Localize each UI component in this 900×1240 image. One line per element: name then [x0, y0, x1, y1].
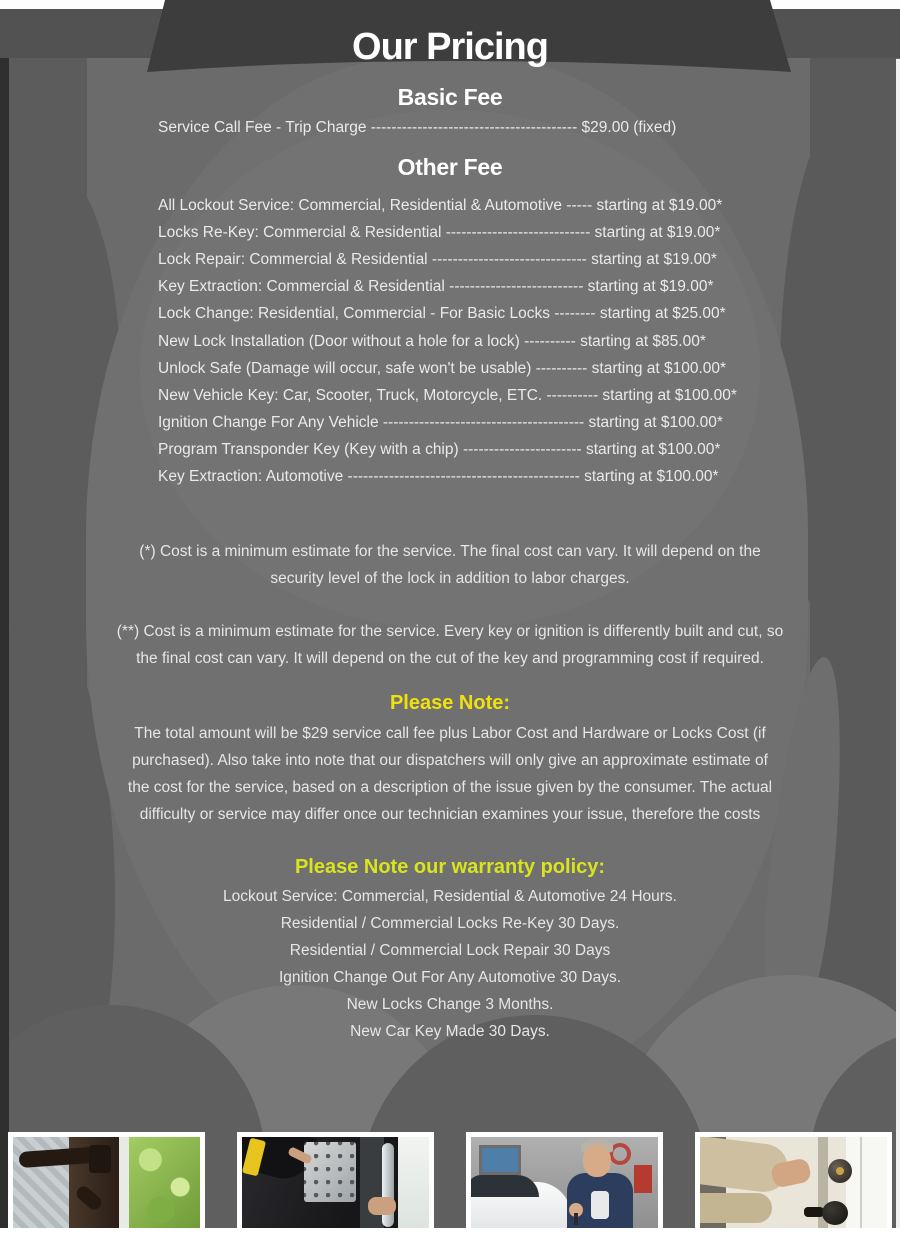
deadbolt-scene: [700, 1137, 887, 1228]
brass-cylinder: [836, 1167, 844, 1175]
door-handle-window-photo: [8, 1132, 205, 1228]
price-row: All Lockout Service: Commercial, Residential & Automotive ----- starting at $19.00*: [158, 197, 723, 214]
please-note-line: The total amount will be $29 service call fee plus Labor Cost and Hardware or Locks Cost (if: [134, 725, 766, 742]
knob-stem: [804, 1207, 824, 1217]
price-row: New Lock Installation (Door without a hole for a lock) ---------- starting at $85.00*: [158, 333, 706, 350]
please-note-line: purchased). Also take into note that our dispatchers will only give an approximate estimate of: [132, 752, 768, 769]
hand-on-handle: [368, 1197, 396, 1215]
window-frame-edge: [119, 1137, 129, 1228]
white-tshirt: [591, 1191, 609, 1219]
basic-fee-heading: Basic Fee: [397, 84, 503, 110]
price-row: Key Extraction: Automotive --------------------------------------------- starting at $100.00*: [158, 468, 719, 485]
warranty-line: New Car Key Made 30 Days.: [350, 1023, 550, 1040]
other-fee-heading: Other Fee: [397, 154, 503, 180]
khaki-forearm: [700, 1193, 772, 1223]
warranty-line: Residential / Commercial Lock Repair 30 Days: [289, 942, 611, 959]
bg-left-edge-strip: [0, 9, 9, 1228]
car-key: [574, 1213, 578, 1225]
handle-backplate: [89, 1145, 111, 1173]
please-note-line: the cost for the service, based on a description of the issue given by the consumer. The actual: [127, 779, 773, 796]
price-row: Locks Re-Key: Commercial & Residential ---------------------------- starting at $19.00*: [158, 224, 721, 241]
footnote-double-star-line: the final cost can vary. It will depend on the cut of the key and programming cost if required.: [136, 650, 764, 667]
please-note-line: difficulty or service may differ once our technician examines your issue, therefore the costs: [139, 806, 761, 823]
garage-window: [479, 1145, 521, 1175]
garden-bokeh: [129, 1137, 200, 1228]
mechanic-face: [583, 1145, 611, 1177]
footnote-star-line: security level of the lock in addition to labor charges.: [270, 570, 630, 587]
please-note-heading: Please Note:: [389, 692, 511, 714]
price-row: Unlock Safe (Damage will occur, safe won't be usable) ---------- starting at $100.00*: [158, 360, 727, 377]
warranty-policy-heading: Please Note our warranty policy:: [294, 856, 606, 878]
keypad-scene: [242, 1137, 429, 1228]
price-row: Ignition Change For Any Vehicle --------------------------------------- starting at $100.00*: [158, 414, 723, 431]
price-row: New Vehicle Key: Car, Scooter, Truck, Motorcycle, ETC. ---------- starting at $100.00*: [158, 387, 737, 404]
price-row: Lock Repair: Commercial & Residential ------------------------------ starting at $19.00*: [158, 251, 717, 268]
bg-right-edge-strip: [896, 59, 900, 1228]
deadbolt-lower: [822, 1201, 848, 1225]
footnote-star-line: (*) Cost is a minimum estimate for the service. The final cost can vary. It will depend on the: [139, 543, 761, 560]
price-row: Key Extraction: Commercial & Residential -------------------------- starting at $19.00*: [158, 278, 714, 295]
deadbolt-installation-photo: [695, 1132, 892, 1228]
price-row-basic: Service Call Fee - Trip Charge ---------------------------------------- $29.00 (fixed): [158, 119, 677, 136]
footnote-double-star-line: (**) Cost is a minimum estimate for the service. Every key or ignition is differently built and cut, so: [116, 623, 784, 640]
red-toolbox: [634, 1165, 652, 1193]
keypad-access-control-photo: [237, 1132, 434, 1228]
bottom-white-strip: [0, 1228, 900, 1240]
page-title: Our Pricing: [352, 26, 548, 69]
white-door: [398, 1137, 429, 1228]
warranty-line: New Locks Change 3 Months.: [346, 996, 554, 1013]
windshield: [471, 1175, 539, 1197]
door-handle-scene: [13, 1137, 200, 1228]
auto-locksmith-with-keys-photo: [466, 1132, 663, 1228]
warranty-line: Ignition Change Out For Any Automotive 30 Days.: [278, 969, 622, 986]
price-row: Lock Change: Residential, Commercial - For Basic Locks -------- starting at $25.00*: [158, 305, 726, 322]
warranty-line: Residential / Commercial Locks Re-Key 30 Days.: [280, 915, 620, 932]
price-row: Program Transponder Key (Key with a chip) ----------------------- starting at $100.00*: [158, 441, 721, 458]
auto-locksmith-scene: [471, 1137, 658, 1228]
keypad-plate: [304, 1142, 356, 1202]
warranty-line: Lockout Service: Commercial, Residential & Automotive 24 Hours.: [222, 888, 677, 905]
bright-window: [860, 1137, 887, 1228]
